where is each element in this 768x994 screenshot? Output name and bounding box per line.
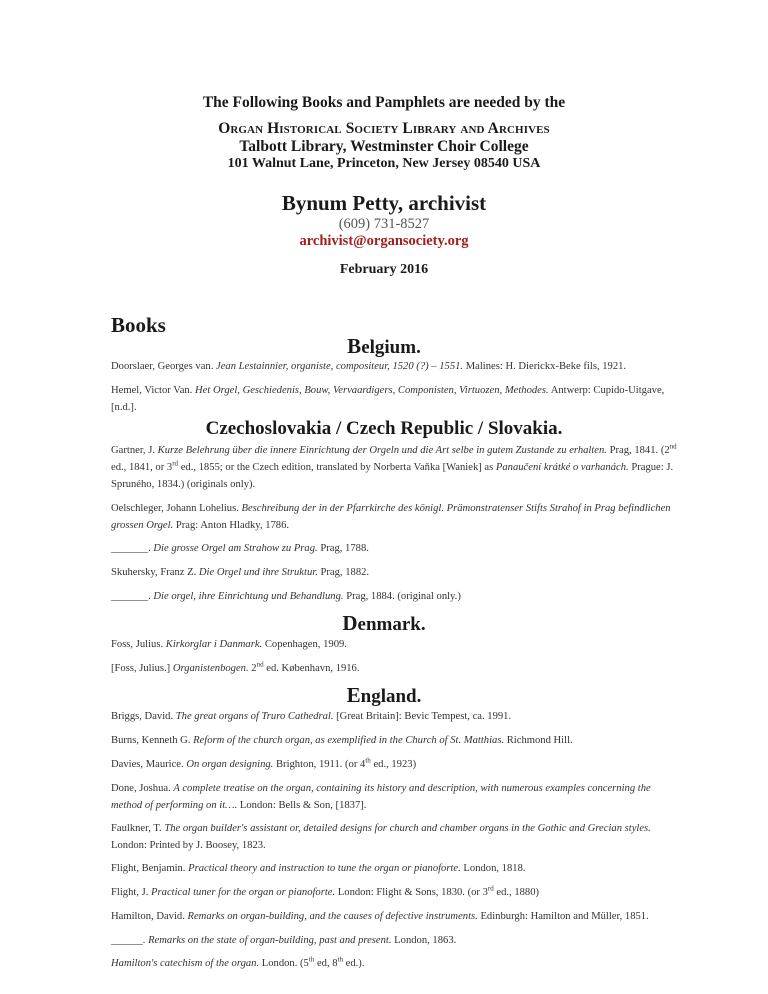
country-heading-denmark — [0, 611, 768, 636]
section-title-books: Books — [111, 313, 166, 337]
entry-author: Done, Joshua. — [111, 783, 174, 794]
ordinal-suffix: th — [337, 955, 344, 964]
book-entry — [111, 564, 681, 581]
address: 101 Walnut Lane, Princeton, New Jersey 08540 USA — [227, 156, 541, 171]
entry-title: Die orgel, ihre Einrichtung und Behandlung. — [153, 591, 344, 602]
book-entry — [111, 732, 681, 749]
entry-publication: ed., 1880) — [493, 887, 540, 898]
country-initial: D — [342, 611, 358, 635]
entry-publication: Antwerp: Cupido-Uitgave, [n.d.]. — [111, 385, 665, 413]
entry-title: Die Orgel und ihre Struktur. — [198, 567, 318, 578]
book-entry — [111, 908, 681, 925]
entry-publication: Richmond Hill. — [504, 735, 573, 746]
country-initial: B — [347, 334, 362, 358]
country-rest: enmark. — [357, 614, 426, 635]
entry-title: Jean Lestainnier, organiste, compositeur, 1520 (?) – 1551. — [216, 361, 464, 372]
book-entry — [111, 708, 681, 725]
entry-author: Davies, Maurice. — [111, 759, 187, 770]
email-link[interactable]: archivist@organsociety.org — [299, 233, 469, 249]
entry-author: Oelschleger, Johann Lohelius. — [111, 503, 242, 514]
entry-author: Foss, Julius. — [111, 639, 166, 650]
entry-author: Flight, J. — [111, 887, 152, 898]
entry-title: Remarks on organ-building, and the causes of defective instruments. — [187, 911, 478, 922]
country-rest: ngland. — [360, 686, 422, 707]
book-entry — [111, 756, 681, 773]
entry-title: Reform of the church organ, as exemplified in the Church of St. Matthias. — [193, 735, 505, 746]
book-entry — [111, 884, 681, 901]
organization-name: Organ Historical Society Library and Archives — [218, 120, 550, 137]
book-entry — [111, 660, 681, 677]
entry-author: Hamilton, David. — [111, 911, 188, 922]
entry-author: [Foss, Julius.] — [111, 663, 173, 674]
entry-title: A complete treatise on the organ, containing its history and description, with numerous examples concerning the method of performing on it…. — [111, 783, 651, 811]
entry-title: Organistenbogen. — [172, 663, 249, 674]
book-entry — [111, 636, 681, 653]
ordinal-suffix: rd — [172, 459, 179, 468]
entry-publication: London. (5 — [259, 958, 309, 969]
library-name: Talbott Library, Westminster Choir College — [239, 138, 529, 155]
entry-author: _______. — [111, 591, 154, 602]
book-entry — [111, 442, 681, 493]
entry-title: Die grosse Orgel am Strahow zu Prag. — [153, 543, 318, 554]
entry-title: Beschreibung der in der Pfarrkirche des königl. Prämonstratenser Stifts Strahof in Prag befindlichen grossen Orgel. — [111, 503, 671, 531]
entry-publication: ed., 1855; or the Czech edition, translated by Norberta Vaňka [Waniek] as — [178, 462, 496, 473]
country-heading-england — [0, 683, 768, 708]
entry-title: Practical tuner for the organ or pianoforte. — [151, 887, 336, 898]
contact-name: Bynum Petty, archivist — [281, 191, 487, 215]
ordinal-suffix: rd — [487, 884, 494, 893]
entry-publication: ed, 8 — [314, 958, 338, 969]
entry-publication: ed. København, 1916. — [263, 663, 360, 674]
entry-publication: Copenhagen, 1909. — [262, 639, 347, 650]
entry-author: ______. — [111, 935, 149, 946]
entry-title: The organ builder's assistant or, detailed designs for church and chamber organs in the Gothic and Grecian styles. — [164, 823, 651, 834]
entry-author: Skuhersky, Franz Z. — [111, 567, 199, 578]
entry-publication: ed., 1923) — [370, 759, 417, 770]
country-heading-belgium — [0, 334, 768, 359]
entry-publication: London: Printed by J. Boosey, 1823. — [111, 840, 266, 851]
entry-author: Burns, Kenneth G. — [111, 735, 194, 746]
entry-publication: Prag, 1788. — [317, 543, 369, 554]
book-entry — [111, 932, 681, 949]
entry-publication: Prague: J. Spruného, 1834.) (originals only). — [111, 462, 674, 490]
entry-author: Gartner, J. — [111, 445, 158, 456]
book-entry — [111, 500, 681, 534]
entry-title: Panaučení krátké o varhanách. — [495, 462, 629, 473]
entry-publication: Prag: Anton Hladky, 1786. — [173, 520, 290, 531]
entry-title: Kirkorglar i Danmark. — [165, 639, 263, 650]
entry-author: Flight, Benjamin. — [111, 863, 189, 874]
entry-publication: Edinburgh: Hamilton and Müller, 1851. — [477, 911, 649, 922]
book-entry — [111, 955, 681, 972]
document-date: February 2016 — [339, 262, 429, 277]
entry-publication: Prag, 1841. (2 — [606, 445, 670, 456]
entry-author: Hemel, Victor Van. — [111, 385, 195, 396]
book-entry — [111, 358, 681, 375]
entry-publication: ed., 1841, or 3 — [111, 462, 173, 473]
entry-publication: London: Bells & Son, [1837]. — [237, 800, 367, 811]
country-heading-czechoslovakia: Czechoslovakia / Czech Republic / Slovakia. — [205, 418, 563, 439]
phone-number: (609) 731-8527 — [338, 216, 430, 232]
entry-title: On organ designing. — [186, 759, 274, 770]
entry-publication: London, 1863. — [391, 935, 457, 946]
entry-publication: [Great Britain]: Bevic Tempest, ca. 1991. — [333, 711, 512, 722]
entry-author: Faulkner, T. — [111, 823, 165, 834]
ordinal-suffix: th — [308, 955, 315, 964]
book-entry — [111, 860, 681, 877]
entry-title: Het Orgel, Geschiedenis, Bouw, Vervaardigers, Componisten, Virtuozen, Methodes. — [195, 385, 549, 396]
book-entry — [111, 820, 681, 854]
entry-publication: Prag, 1882. — [317, 567, 370, 578]
book-entry — [111, 382, 681, 416]
entry-publication: Brighton, 1911. (or 4 — [273, 759, 366, 770]
country-initial: E — [346, 683, 361, 707]
ordinal-suffix: nd — [669, 442, 677, 451]
country-rest: elgium. — [361, 337, 421, 358]
entry-publication: Malines: H. Dierickx-Beke fils, 1921. — [463, 361, 627, 372]
entry-title: Remarks on the state of organ-building, past and present. — [148, 935, 392, 946]
book-entry — [111, 780, 681, 814]
entry-publication: ed.). — [343, 958, 365, 969]
intro-heading: The Following Books and Pamphlets are needed by the — [202, 94, 566, 111]
entry-publication: Prag, 1884. (original only.) — [343, 591, 461, 602]
entry-title: Hamilton's catechism of the organ. — [111, 958, 260, 969]
entry-author: Briggs, David. — [111, 711, 176, 722]
ordinal-suffix: th — [365, 756, 371, 765]
entry-author: _______. — [111, 543, 154, 554]
entry-title: Practical theory and instruction to tune the organ or pianoforte. — [188, 863, 461, 874]
entry-title: Kurze Belehrung über die innere Einrichtung der Orgeln und die Art selbe in gutem Zustande zu erhalten. — [157, 445, 607, 456]
entry-publication: 2 — [248, 663, 257, 674]
entry-title: The great organs of Truro Cathedral. — [175, 711, 334, 722]
book-entry — [111, 540, 681, 557]
entry-publication: London, 1818. — [460, 863, 526, 874]
book-entry — [111, 588, 681, 605]
entry-publication: London: Flight & Sons, 1830. (or 3 — [335, 887, 488, 898]
entry-author: Doorslaer, Georges van. — [111, 361, 216, 372]
ordinal-suffix: nd — [256, 660, 264, 669]
